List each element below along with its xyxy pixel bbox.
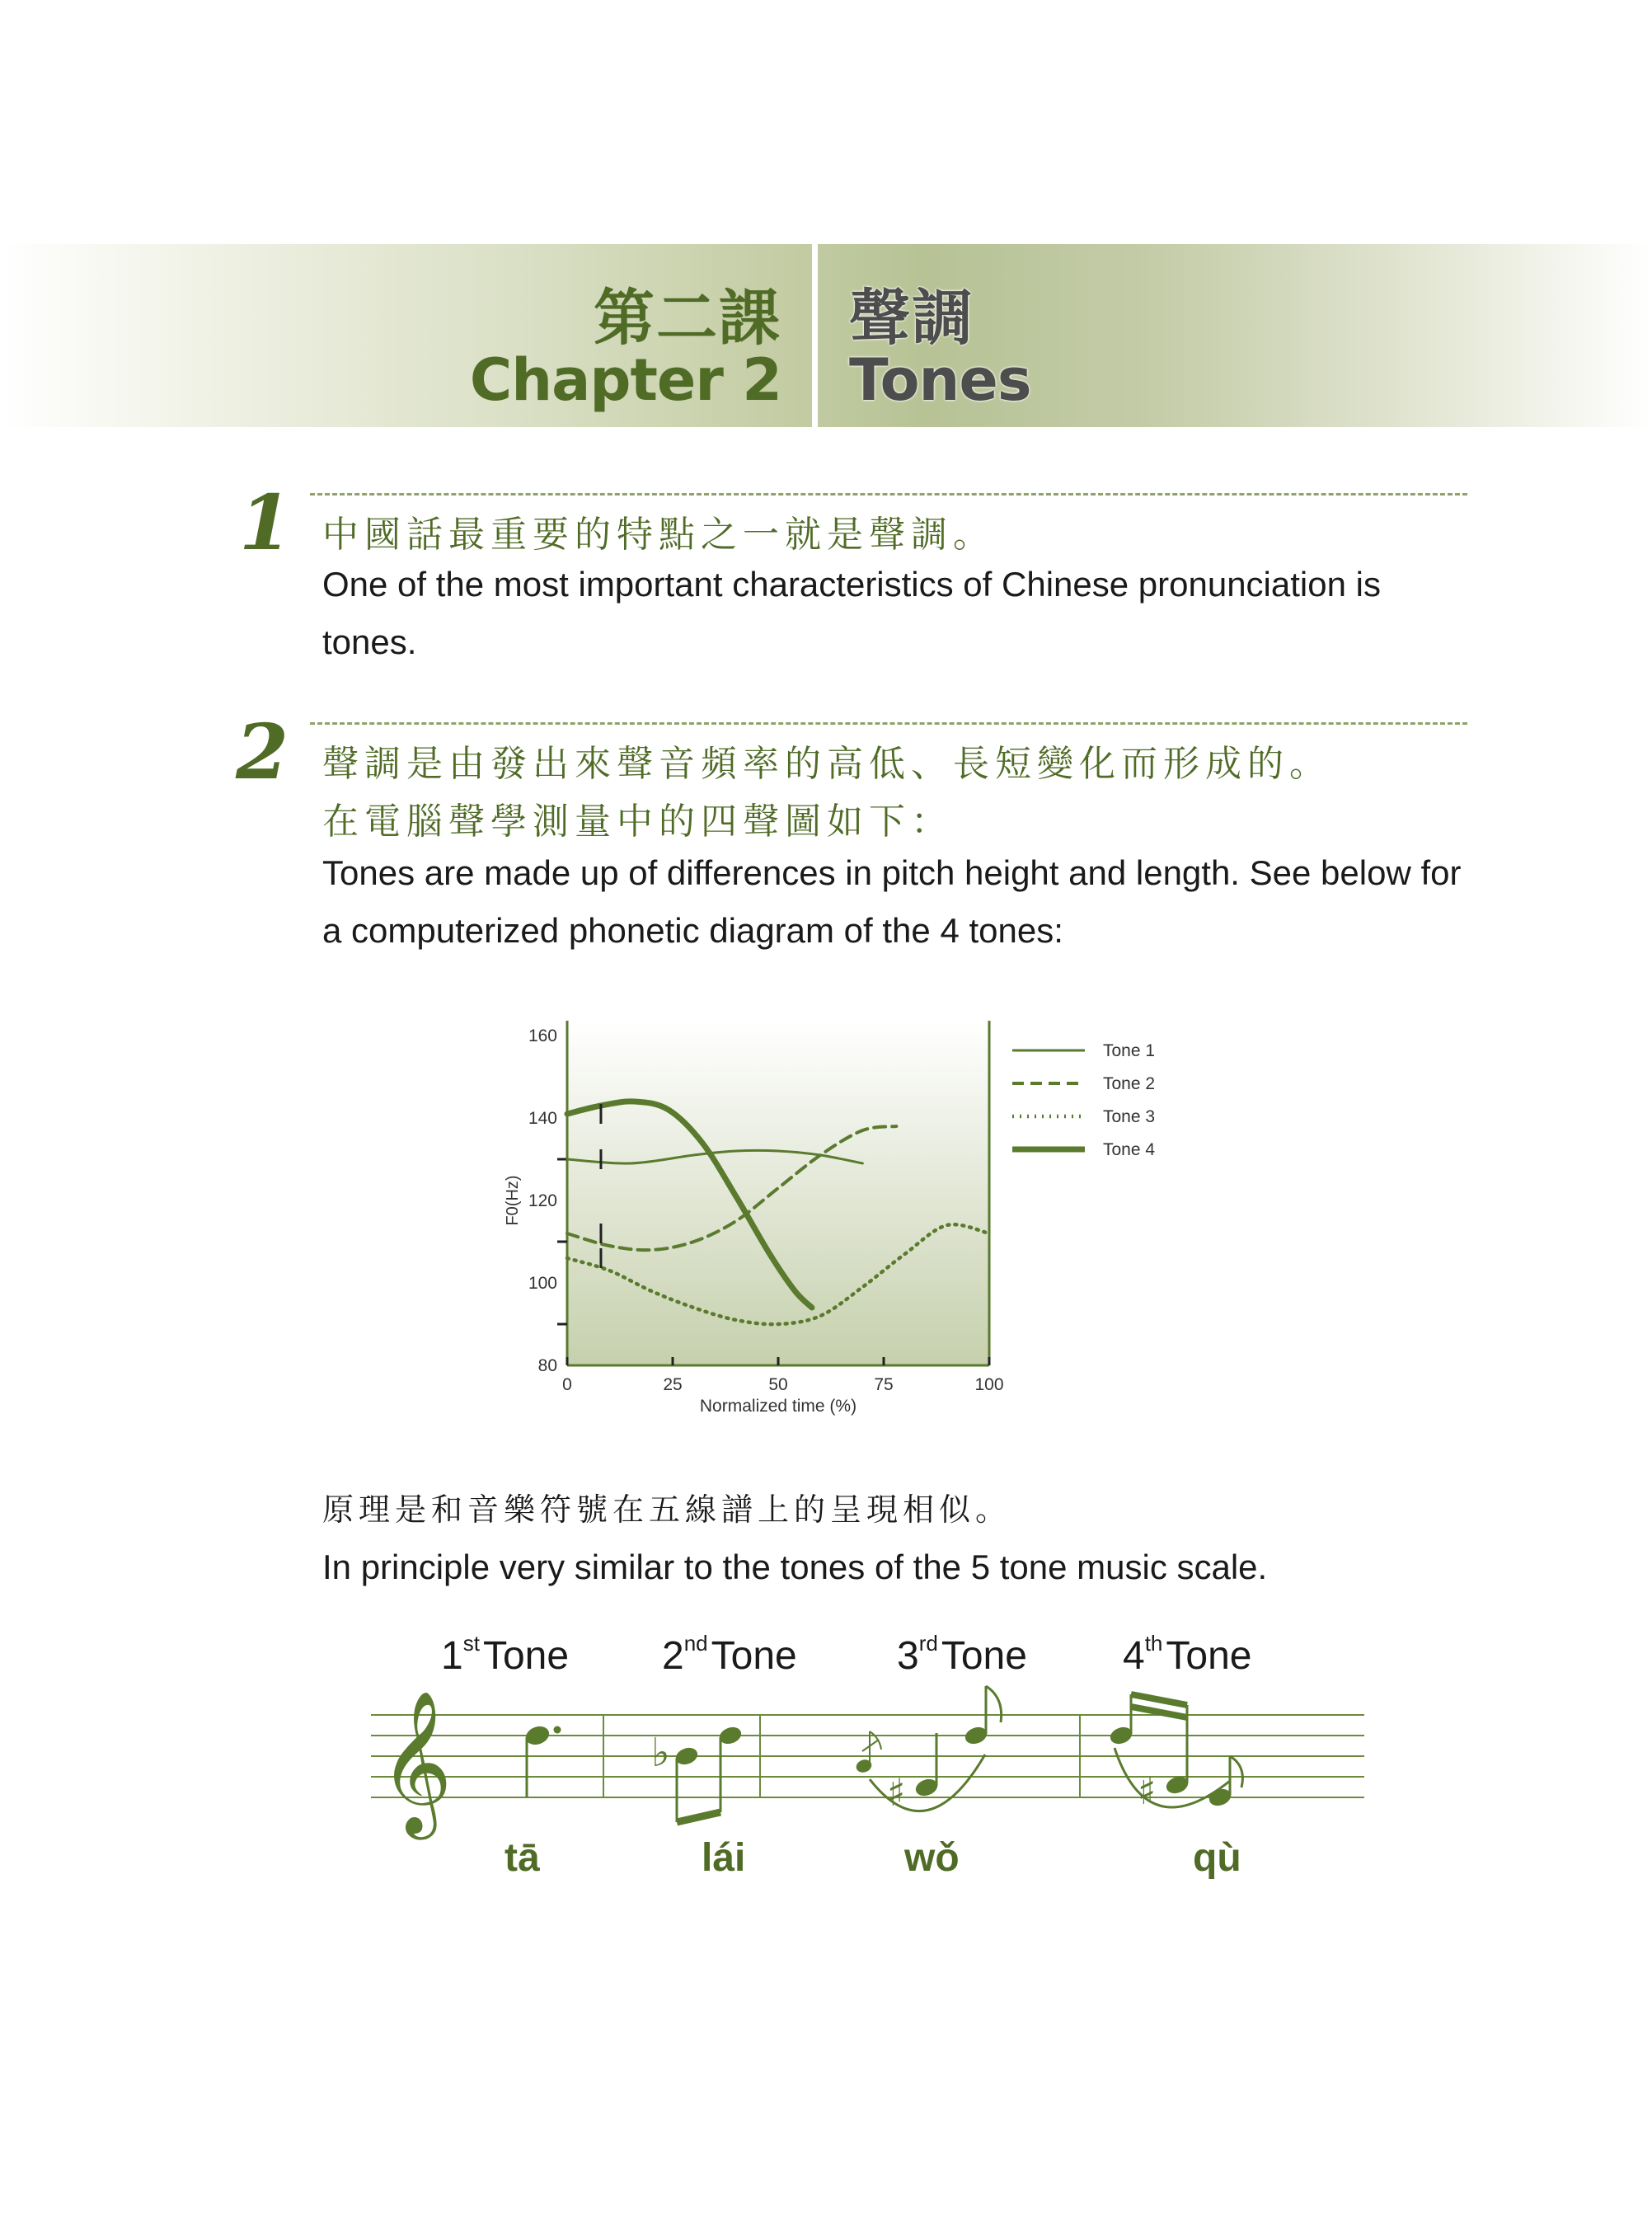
principle-chinese: 原理是和音樂符號在五線譜上的呈現相似。 <box>322 1491 1012 1528</box>
tone-3-notes <box>855 1686 1001 1815</box>
tone-label-2 <box>662 1631 797 1679</box>
legend-label-tone-4: Tone 4 <box>1103 1140 1156 1159</box>
section-2-english: Tones are made up of differences in pitch height and length. See below for a computerized phonetic diagram of the 4 tones: <box>322 853 1462 950</box>
tone-num: 2 <box>662 1634 684 1678</box>
tone-ordinal: th <box>1144 1631 1163 1656</box>
principle-english: In principle very similar to the tones of the 5 tone music scale. <box>322 1548 1268 1586</box>
section-number-2: 2 <box>236 707 289 796</box>
section-2-chinese-line1: 聲調是由發出來聲音頻率的高低、長短變化而形成的。 <box>322 743 1331 785</box>
tone-4-notes <box>1109 1694 1243 1813</box>
y-axis-label: F0(Hz) <box>504 1175 522 1226</box>
y-tick-label: 80 <box>537 1356 557 1375</box>
treble-clef-icon: 𝄞 <box>379 1690 453 1834</box>
legend-label-tone-3: Tone 3 <box>1103 1107 1156 1126</box>
tone-ordinal: nd <box>683 1631 708 1656</box>
legend-label-tone-1: Tone 1 <box>1103 1041 1156 1060</box>
topic-title-en: Tones <box>849 346 1031 414</box>
y-tick-label: 160 <box>528 1026 557 1045</box>
topic-title-zh: 聲調 <box>849 283 974 354</box>
x-tick-label: 25 <box>663 1375 683 1394</box>
x-tick-label: 50 <box>768 1375 788 1394</box>
tone-label-4 <box>1123 1631 1251 1679</box>
section-divider-1 <box>310 493 1467 496</box>
tone-word: Tone <box>1166 1634 1252 1678</box>
section-1-chinese: 中國話最重要的特點之一就是聲調。 <box>322 514 995 556</box>
x-axis-label: Normalized time (%) <box>699 1397 857 1416</box>
legend-label-tone-2: Tone 2 <box>1103 1074 1156 1093</box>
pinyin-tone-3: wǒ <box>904 1836 960 1880</box>
tone-num: 4 <box>1123 1634 1145 1678</box>
plot-background <box>567 1021 989 1365</box>
y-tick-label: 120 <box>528 1191 557 1210</box>
section-2-chinese-line2: 在電腦聲學測量中的四聲圖如下： <box>322 801 953 843</box>
x-tick-label: 0 <box>562 1375 572 1394</box>
tone-label-1 <box>441 1631 569 1679</box>
sharp-icon: ♯ <box>887 1770 906 1815</box>
tone-label-3 <box>897 1631 1027 1679</box>
tone-ordinal: st <box>462 1631 480 1656</box>
tone-num: 3 <box>897 1634 919 1678</box>
y-tick-label: 140 <box>528 1109 557 1128</box>
tone-pitch-chart <box>493 1011 1194 1440</box>
staff-lines <box>371 1715 1364 1797</box>
header-divider <box>812 244 818 427</box>
music-staff <box>363 1682 1368 1847</box>
x-tick-label: 75 <box>874 1375 894 1394</box>
section-divider-2 <box>310 722 1467 725</box>
tone-word: Tone <box>482 1634 570 1678</box>
x-tick-label: 100 <box>974 1375 1004 1394</box>
section-number-1: 1 <box>239 478 293 567</box>
pinyin-tone-2: lái <box>702 1836 746 1880</box>
section-1-english: One of the most important characteristics of Chinese pronunciation is tones. <box>322 565 1381 661</box>
chapter-header-band <box>0 244 1652 427</box>
pinyin-tone-4: qù <box>1193 1836 1241 1880</box>
lesson-title-zh: 第二課 <box>594 283 781 354</box>
pinyin-tone-1: tā <box>505 1836 540 1880</box>
tone-ordinal: rd <box>918 1631 938 1656</box>
tone-word: Tone <box>941 1634 1027 1678</box>
tone-num: 1 <box>441 1634 463 1678</box>
lesson-title-en: Chapter 2 <box>469 346 781 414</box>
tone-word: Tone <box>711 1634 797 1678</box>
sharp-icon: ♯ <box>1138 1769 1157 1813</box>
tone-2-notes <box>651 1725 743 1822</box>
flat-icon: ♭ <box>651 1730 670 1776</box>
y-tick-label: 100 <box>528 1274 557 1293</box>
